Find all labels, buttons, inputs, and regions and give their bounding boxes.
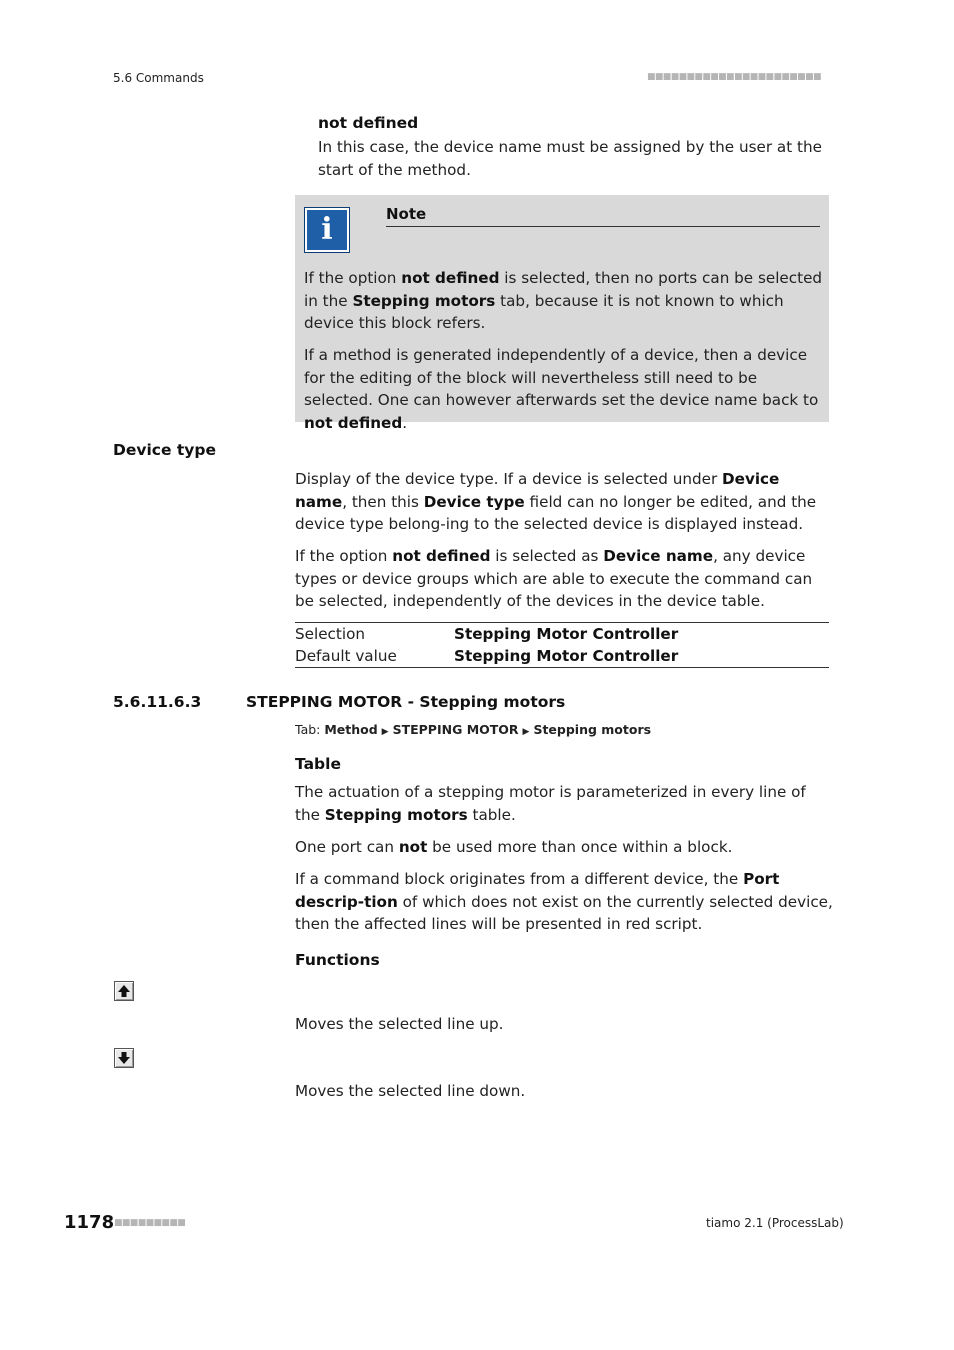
device-type-paragraph-1: Display of the device type. If a device is selected under Device name, then this Device type field can no longer be edited, and the device type belong-ing to the selected device is displayed instead.	[295, 470, 817, 533]
note-box	[295, 195, 829, 432]
running-header-dots: ■■■■■■■■■■■■■■■■■■■■■■	[647, 72, 821, 82]
note-paragraph-2: If a method is generated independently of a device, then a device for the editing of the block will nevertheless still need to be selected. One can however afterwards set the device name back to not defined.	[304, 346, 819, 432]
table-row	[295, 623, 829, 645]
breadcrumb-item: Stepping motors	[533, 722, 652, 737]
tab-breadcrumb: Tab: Method ▶ STEPPING MOTOR ▶ Stepping motors	[295, 722, 652, 737]
device-type-properties-table	[295, 622, 829, 668]
table-paragraph-2: One port can not be used more than once within a block.	[295, 838, 733, 856]
note-title: Note	[386, 205, 427, 223]
info-icon: i	[304, 207, 350, 253]
functions-heading: Functions	[295, 951, 380, 969]
move-down-description: Moves the selected line down.	[295, 1082, 526, 1100]
move-down-button[interactable]	[114, 1048, 134, 1068]
table-paragraph-1: The actuation of a stepping motor is parameterized in every line of the Stepping motors table.	[295, 783, 806, 824]
note-divider	[386, 226, 820, 227]
arrow-up-icon	[117, 984, 131, 998]
breadcrumb-arrow-icon: ▶	[522, 727, 530, 737]
footer-product: tiamo 2.1 (ProcessLab)	[706, 1216, 844, 1230]
device-type-paragraph-2: If the option not defined is selected as Device name, any device types or device groups which are able to execute the command can be selected, independently of the devices in the device table.	[295, 547, 813, 610]
not-defined-text: In this case, the device name must be assigned by the user at the start of the method.	[318, 138, 822, 179]
property-label: Default value	[295, 647, 397, 665]
property-value: Stepping Motor Controller	[454, 647, 679, 665]
footer-dots: ■■■■■■■■■	[114, 1218, 186, 1228]
property-value: Stepping Motor Controller	[454, 625, 679, 643]
device-type-heading: Device type	[113, 441, 217, 459]
table-row	[295, 645, 829, 667]
property-label: Selection	[295, 625, 365, 643]
section-number: 5.6.11.6.3	[113, 693, 202, 711]
breadcrumb-arrow-icon: ▶	[381, 727, 389, 737]
move-up-button[interactable]	[114, 981, 134, 1001]
running-header-section: 5.6 Commands	[113, 71, 204, 85]
move-up-description: Moves the selected line up.	[295, 1015, 504, 1033]
note-paragraph-1: If the option not defined is selected, then no ports can be selected in the Stepping motors tab, because it is not known to which device this block refers.	[304, 269, 823, 332]
not-defined-title: not defined	[318, 114, 419, 132]
page-number: 1178	[64, 1212, 115, 1233]
arrow-down-icon	[117, 1051, 131, 1065]
table-paragraph-3: If a command block originates from a different device, the Port descrip-tion of which does not exist on the currently selected device, then the affected lines will be presented in red script.	[295, 870, 833, 933]
breadcrumb-item: STEPPING MOTOR	[392, 722, 519, 737]
breadcrumb-item: Method	[324, 722, 378, 737]
section-title: STEPPING MOTOR - Stepping motors	[246, 693, 566, 711]
table-heading: Table	[295, 755, 341, 773]
